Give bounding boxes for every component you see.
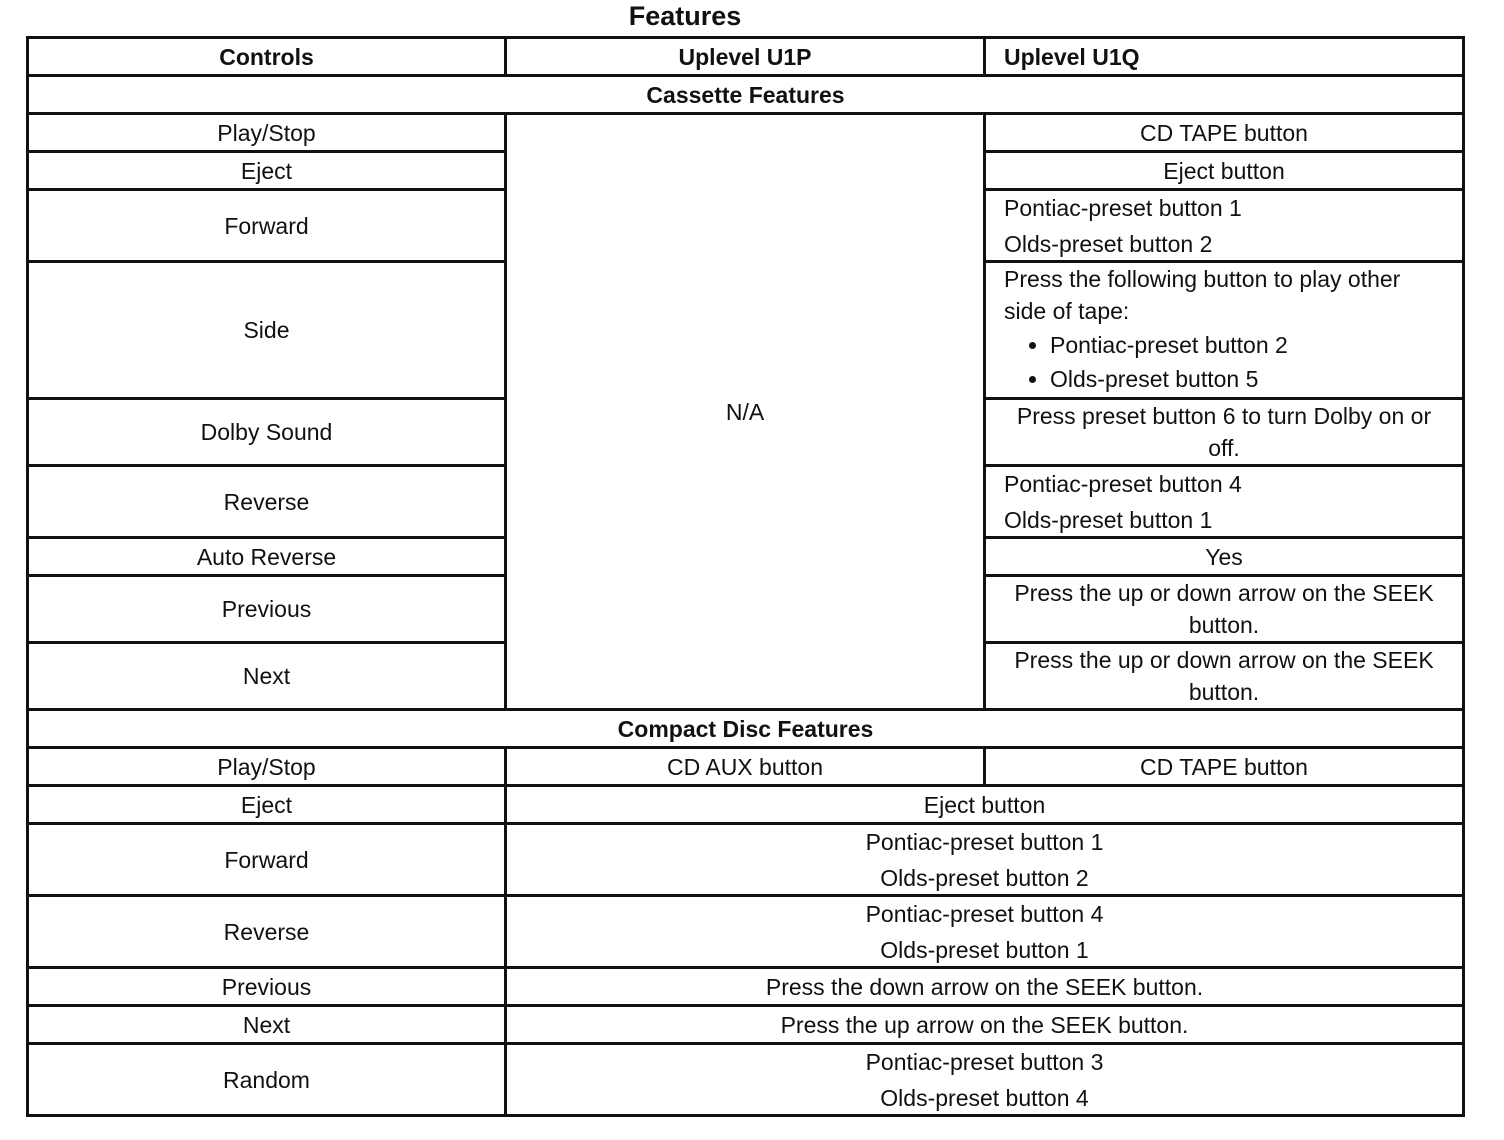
bullet-list: [1004, 329, 1444, 395]
cell-text: Pontiac-preset button 4: [865, 900, 1104, 927]
cell-text: Pontiac-preset button 4: [1004, 470, 1242, 497]
cell-text: Eject button: [923, 791, 1046, 818]
bullet-item: • Pontiac-preset button 2: [1050, 329, 1444, 361]
cell-text: Olds-preset button 4: [880, 1084, 1089, 1111]
control-label: Eject: [28, 786, 506, 824]
table-row: [28, 968, 1464, 1006]
control-label: Reverse: [28, 466, 506, 538]
cell-text: Olds-preset button 1: [880, 936, 1089, 963]
header-controls: Controls: [28, 38, 506, 76]
control-label: Side: [28, 262, 506, 399]
u1q-value: [985, 262, 1464, 399]
shared-value: [506, 824, 1464, 896]
control-label: Next: [28, 643, 506, 710]
u1q-value: [985, 538, 1464, 576]
control-label: Play/Stop: [28, 114, 506, 152]
u1q-value: [985, 643, 1464, 710]
shared-value: [506, 968, 1464, 1006]
table-row: [28, 114, 1464, 152]
u1q-value: [985, 152, 1464, 190]
control-label: Previous: [28, 968, 506, 1006]
control-label: Next: [28, 1006, 506, 1044]
header-uplevel-u1q: Uplevel U1Q: [985, 38, 1464, 76]
cell-text: Press the up or down arrow on the SEEK button.: [1014, 647, 1434, 705]
shared-value: [506, 1044, 1464, 1116]
cell-text: Olds-preset button 2: [1004, 230, 1213, 257]
u1q-value: [985, 399, 1464, 466]
cell-text: Pontiac-preset button 1: [1004, 194, 1242, 221]
u1q-value: CD TAPE button: [985, 748, 1464, 786]
section-row-cassette: [28, 76, 1464, 114]
u1p-value: CD AUX button: [506, 748, 985, 786]
control-label: Auto Reverse: [28, 538, 506, 576]
cell-text: Press the down arrow on the SEEK button.: [765, 973, 1204, 1000]
shared-value: [506, 1006, 1464, 1044]
table-row: [28, 824, 1464, 896]
header-row: [28, 38, 1464, 76]
u1q-value: [985, 466, 1464, 538]
control-label: Previous: [28, 576, 506, 643]
shared-value: [506, 786, 1464, 824]
control-label: Random: [28, 1044, 506, 1116]
control-label: Play/Stop: [28, 748, 506, 786]
header-uplevel-u1p: Uplevel U1P: [506, 38, 985, 76]
cell-text: Olds-preset button 1: [1004, 506, 1213, 533]
cell-text: Press the following button to play other side of tape:: [1004, 266, 1401, 324]
u1p-cassette-value: N/A: [506, 114, 985, 710]
cell-text: Olds-preset button 2: [880, 864, 1089, 891]
table-row: [28, 786, 1464, 824]
control-label: Forward: [28, 190, 506, 262]
control-label: Forward: [28, 824, 506, 896]
control-label: Reverse: [28, 896, 506, 968]
shared-value: [506, 896, 1464, 968]
u1q-value: [985, 190, 1464, 262]
cell-text: Yes: [1205, 543, 1243, 570]
section-title-cassette: Cassette Features: [28, 76, 1464, 114]
features-table: [26, 36, 1465, 1117]
cell-text: Press the up or down arrow on the SEEK button.: [1014, 580, 1434, 638]
section-title-compact-disc: Compact Disc Features: [28, 710, 1464, 748]
section-row-compact-disc: [28, 710, 1464, 748]
cell-text: Pontiac-preset button 1: [865, 828, 1104, 855]
cell-text: Press the up arrow on the SEEK button.: [780, 1011, 1189, 1038]
control-label: Eject: [28, 152, 506, 190]
table-row: [28, 748, 1464, 786]
cell-text: Eject button: [1163, 157, 1285, 184]
table-row: [28, 1006, 1464, 1044]
page-title: Features: [628, 1, 742, 31]
u1q-value: [985, 114, 1464, 152]
bullet-item: • Olds-preset button 5: [1050, 363, 1444, 395]
cell-text: CD TAPE button: [1140, 119, 1308, 146]
table-row: [28, 896, 1464, 968]
u1q-value: [985, 576, 1464, 643]
cell-text: Press preset button 6 to turn Dolby on or off.: [1016, 403, 1432, 461]
control-label: Dolby Sound: [28, 399, 506, 466]
cell-text: Pontiac-preset button 3: [865, 1048, 1104, 1075]
table-row: [28, 1044, 1464, 1116]
